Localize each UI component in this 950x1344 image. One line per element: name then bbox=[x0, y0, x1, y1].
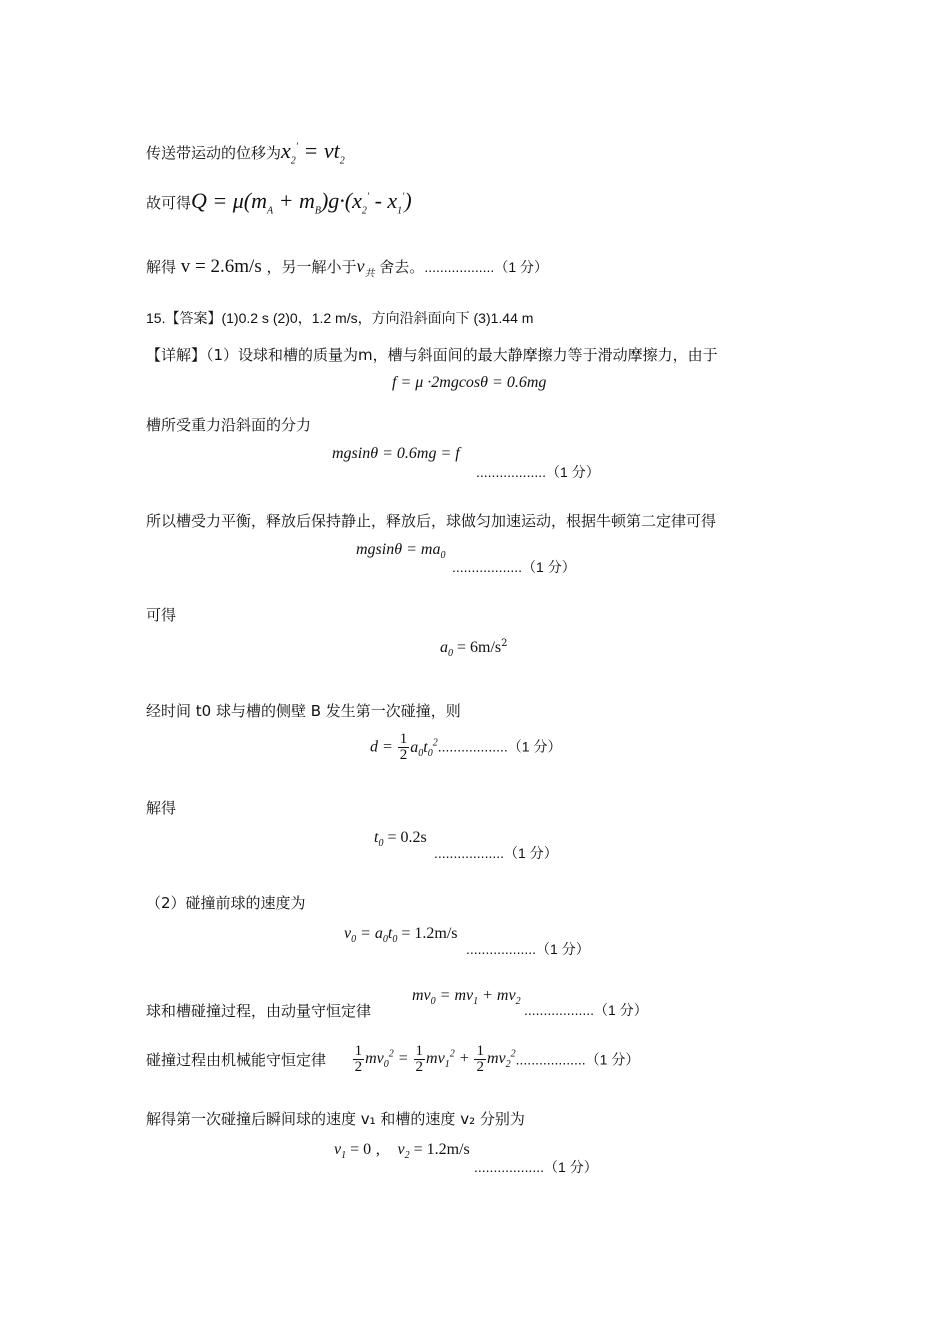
detail-intro: 【详解】（1）设球和槽的质量为m，槽与斜面间的最大静摩擦力等于滑动摩擦力，由于 bbox=[146, 346, 718, 364]
formula: = 6m/s bbox=[453, 639, 502, 656]
formula: $x_2' = vt_2$ bbox=[281, 138, 345, 167]
friction-equation: f = μ ·2mgcosθ = 0.6mg bbox=[392, 374, 547, 391]
score: ..................（1 分） bbox=[437, 738, 562, 755]
acceleration-equation: $a_0 = 6m/s^2$ bbox=[440, 638, 508, 659]
text: 碰撞过程由机械能守恒定律 bbox=[146, 1051, 327, 1069]
formula: mgsinθ = 0.6mg = f bbox=[332, 445, 460, 462]
formula: d = bbox=[370, 738, 397, 756]
score: ..................（1 分） bbox=[524, 1002, 648, 1018]
heat-equation-line bbox=[146, 188, 412, 216]
formula: $v_共$ bbox=[356, 256, 375, 280]
newton-equation-line bbox=[356, 540, 445, 561]
score: ..................（1 分） bbox=[476, 464, 600, 480]
subscript: 0 bbox=[440, 550, 446, 561]
conveyor-displacement-line bbox=[146, 138, 345, 166]
gravity-component-text: 槽所受重力沿斜面的分力 bbox=[146, 416, 312, 434]
answer-15 bbox=[146, 308, 533, 328]
formula: v = 2.6m/s bbox=[180, 256, 262, 277]
formula: a bbox=[440, 639, 448, 656]
balance-text: 所以槽受力平衡，释放后保持静止，释放后，球做匀加速运动，根据牛顿第二定律可得 bbox=[146, 512, 717, 530]
text: 解得 bbox=[146, 258, 177, 276]
score: ..................（1 分） bbox=[452, 559, 576, 575]
score: ..................（1 分） bbox=[474, 1159, 598, 1175]
can-get-text: 可得 bbox=[146, 606, 177, 624]
gravity-equation-line bbox=[332, 444, 460, 463]
text: 传送带运动的位移为 bbox=[146, 144, 282, 162]
v0-equation: $v_0 = a_0t_0 = 1.2m/s$ bbox=[344, 925, 458, 946]
formula: = 0.2s bbox=[383, 829, 427, 846]
answer-text: 15.【答案】(1)0.2 s (2)0，1.2 m/s，方向沿斜面向下 (3)1.44 m bbox=[146, 310, 534, 326]
formula: = 1.2m/s bbox=[409, 1141, 470, 1158]
score: ..................（1 分） bbox=[424, 259, 549, 275]
fraction: $\frac{1}{2}$ bbox=[399, 731, 408, 763]
part2-text: （2）碰撞前球的速度为 bbox=[146, 894, 306, 912]
score: ..................（1 分） bbox=[434, 845, 558, 861]
energy-line: 碰撞过程由机械能守恒定律 $\frac{1}{2}$ $mv_0^2$ = $\frac{1}{2}$ $mv_1^2$ + $\frac{1}{2}$ $mv_2^2..................(1$ 分） bbox=[146, 1043, 640, 1075]
formula: mgsinθ = ma bbox=[356, 541, 441, 558]
score: ..................（1 分） bbox=[466, 941, 590, 957]
text: 故可得 bbox=[146, 194, 192, 212]
score: ..................（1 分） bbox=[515, 1051, 640, 1068]
momentum-equation: $mv_0 = mv_1 + mv_2$ bbox=[412, 987, 521, 1008]
after-collision-text: 解得第一次碰撞后瞬间球的速度 v₁ 和槽的速度 v₂ 分别为 bbox=[146, 1110, 525, 1128]
solve-text: 解得 bbox=[146, 799, 177, 817]
velocities-equation: $v_1 = 0$ , $v_2 = 1.2m/s$ bbox=[334, 1141, 470, 1162]
formula: = 1.2m/s bbox=[397, 925, 458, 942]
collision-time-text: 经时间 t0 球与槽的侧壁 B 发生第一次碰撞，则 bbox=[146, 702, 461, 720]
momentum-text: 球和槽碰撞过程，由动量守恒定律 bbox=[146, 1002, 372, 1020]
t0-equation: $t_0 = 0.2s$ bbox=[374, 829, 427, 850]
text: 舍去。 bbox=[379, 258, 425, 276]
distance-equation: d = $\frac{1}{2}$ $a_0t_0^2..................(1$ 分） bbox=[370, 731, 562, 763]
text: ，另一解小于 bbox=[266, 258, 357, 276]
solve-v-line bbox=[146, 256, 548, 280]
formula: $Q = \mu(m_A + m_B)g\cdot(x_2' - x_1')$ bbox=[191, 188, 412, 217]
formula: = 0 bbox=[346, 1141, 372, 1158]
